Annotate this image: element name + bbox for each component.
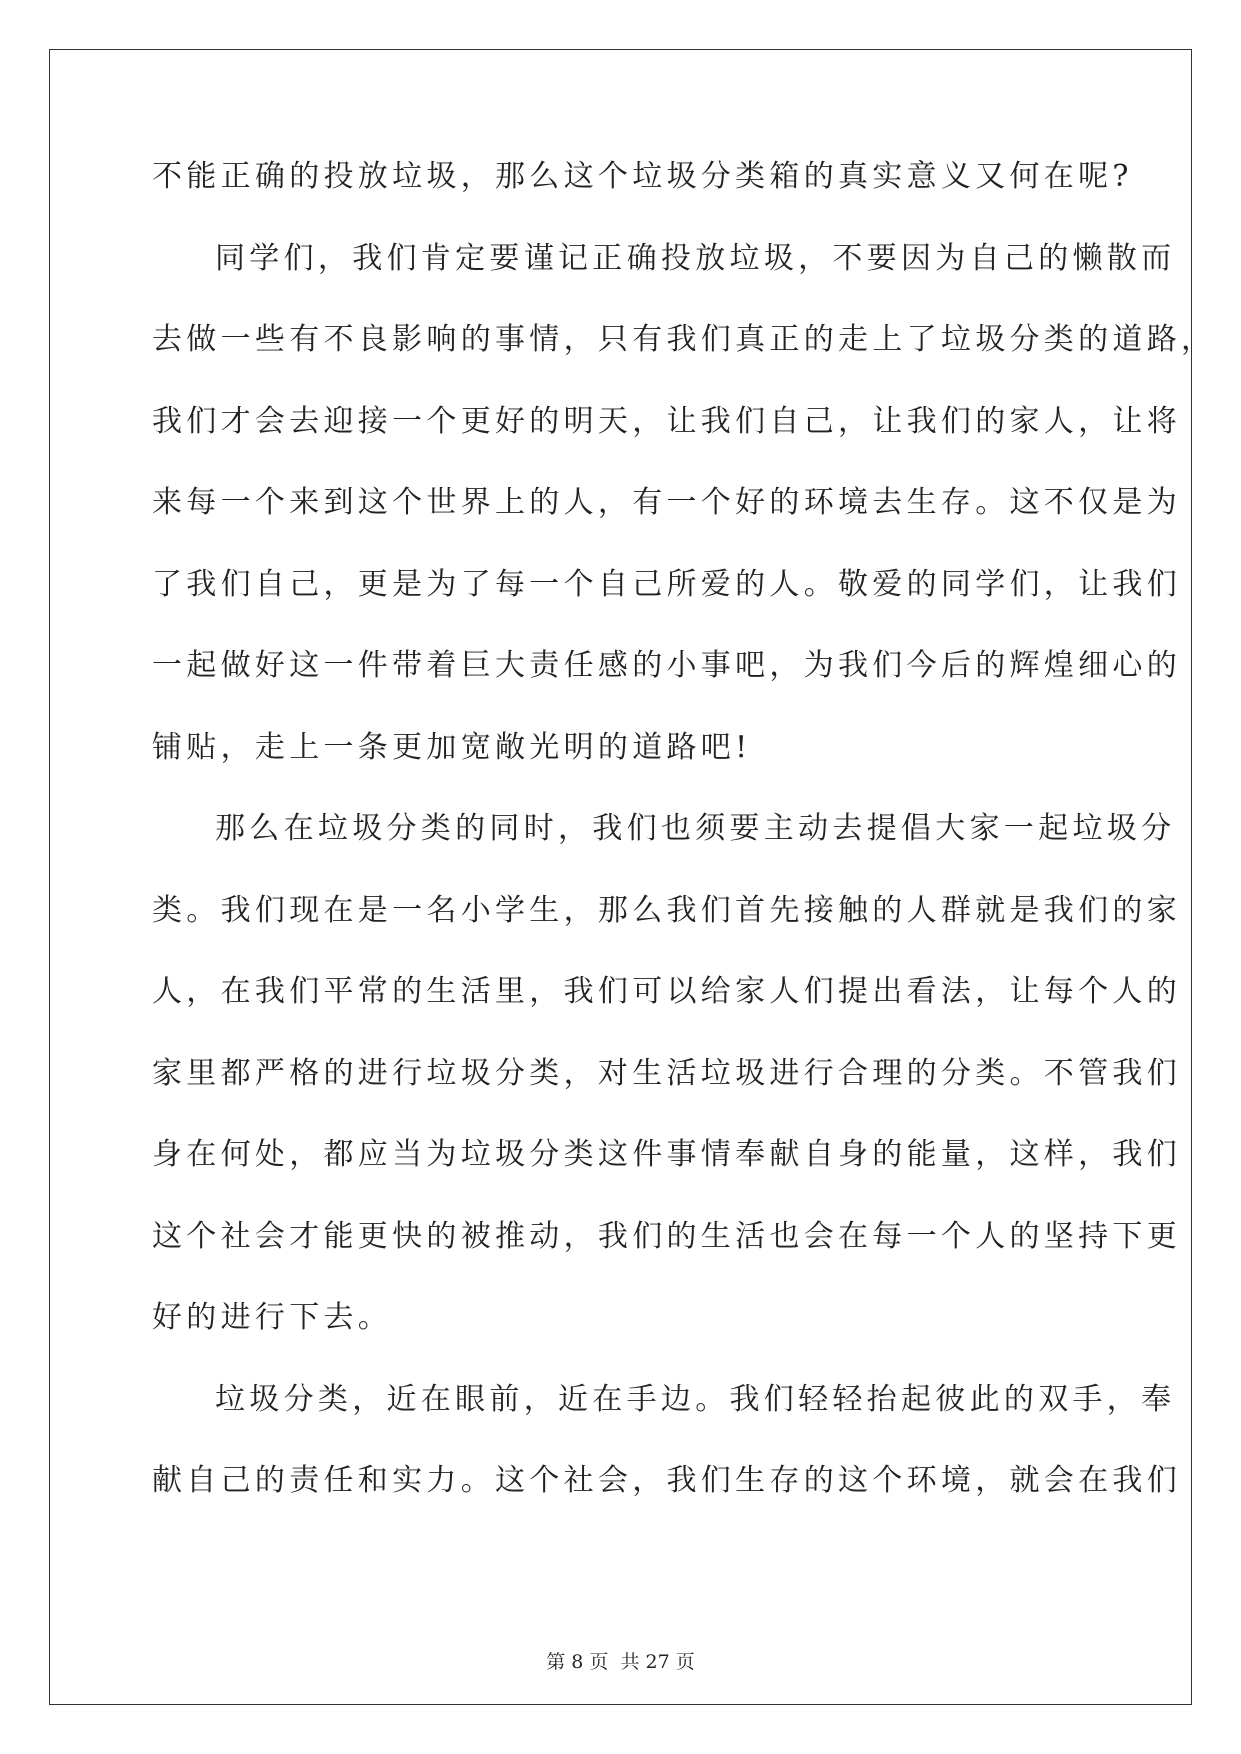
text-line: 垃圾分类，近在眼前，近在手边。我们轻轻抬起彼此的双手，奉: [215, 1381, 1176, 1417]
text-line: 那么在垃圾分类的同时，我们也须要主动去提倡大家一起垃圾分: [215, 811, 1176, 846]
text-line: 了我们自己，更是为了每一个自己所爱的人。敬爱的同学们，让我们: [152, 566, 1181, 602]
page-number: 第 8 页 共 27 页: [546, 1651, 695, 1673]
text-line: 献自己的责任和实力。这个社会，我们生存的这个环境，就会在我们: [152, 1463, 1181, 1498]
text-line: 不能正确的投放垃圾，那么这个垃圾分类箱的真实意义又何在呢?: [152, 159, 1133, 194]
text-line: 铺贴，走上一条更加宽敞光明的道路吧!: [152, 729, 752, 765]
text-line: 家里都严格的进行垃圾分类，对生活垃圾进行合理的分类。不管我们: [152, 1055, 1181, 1091]
text-line: 同学们，我们肯定要谨记正确投放垃圾，不要因为自己的懒散而: [215, 240, 1176, 276]
text-line: 类。我们现在是一名小学生，那么我们首先接触的人群就是我们的家: [152, 892, 1181, 928]
text-line: 去做一些有不良影响的事情，只有我们真正的走上了垃圾分类的道路，: [152, 322, 1216, 357]
document-body: [152, 159, 1216, 1548]
text-line: 来每一个来到这个世界上的人，有一个好的环境去生存。这不仅是为: [152, 485, 1181, 520]
text-line: 一起做好这一件带着巨大责任感的小事吧，为我们今后的辉煌细心的: [152, 648, 1181, 683]
text-line: 这个社会才能更快的被推动，我们的生活也会在每一个人的坚持下更: [152, 1218, 1181, 1254]
text-line: 好的进行下去。: [152, 1300, 393, 1335]
text-line: 人，在我们平常的生活里，我们可以给家人们提出看法，让每个人的: [152, 974, 1181, 1009]
text-line: 身在何处，都应当为垃圾分类这件事情奉献自身的能量，这样，我们: [152, 1137, 1181, 1172]
text-line: 我们才会去迎接一个更好的明天，让我们自己，让我们的家人，让将: [152, 403, 1181, 439]
